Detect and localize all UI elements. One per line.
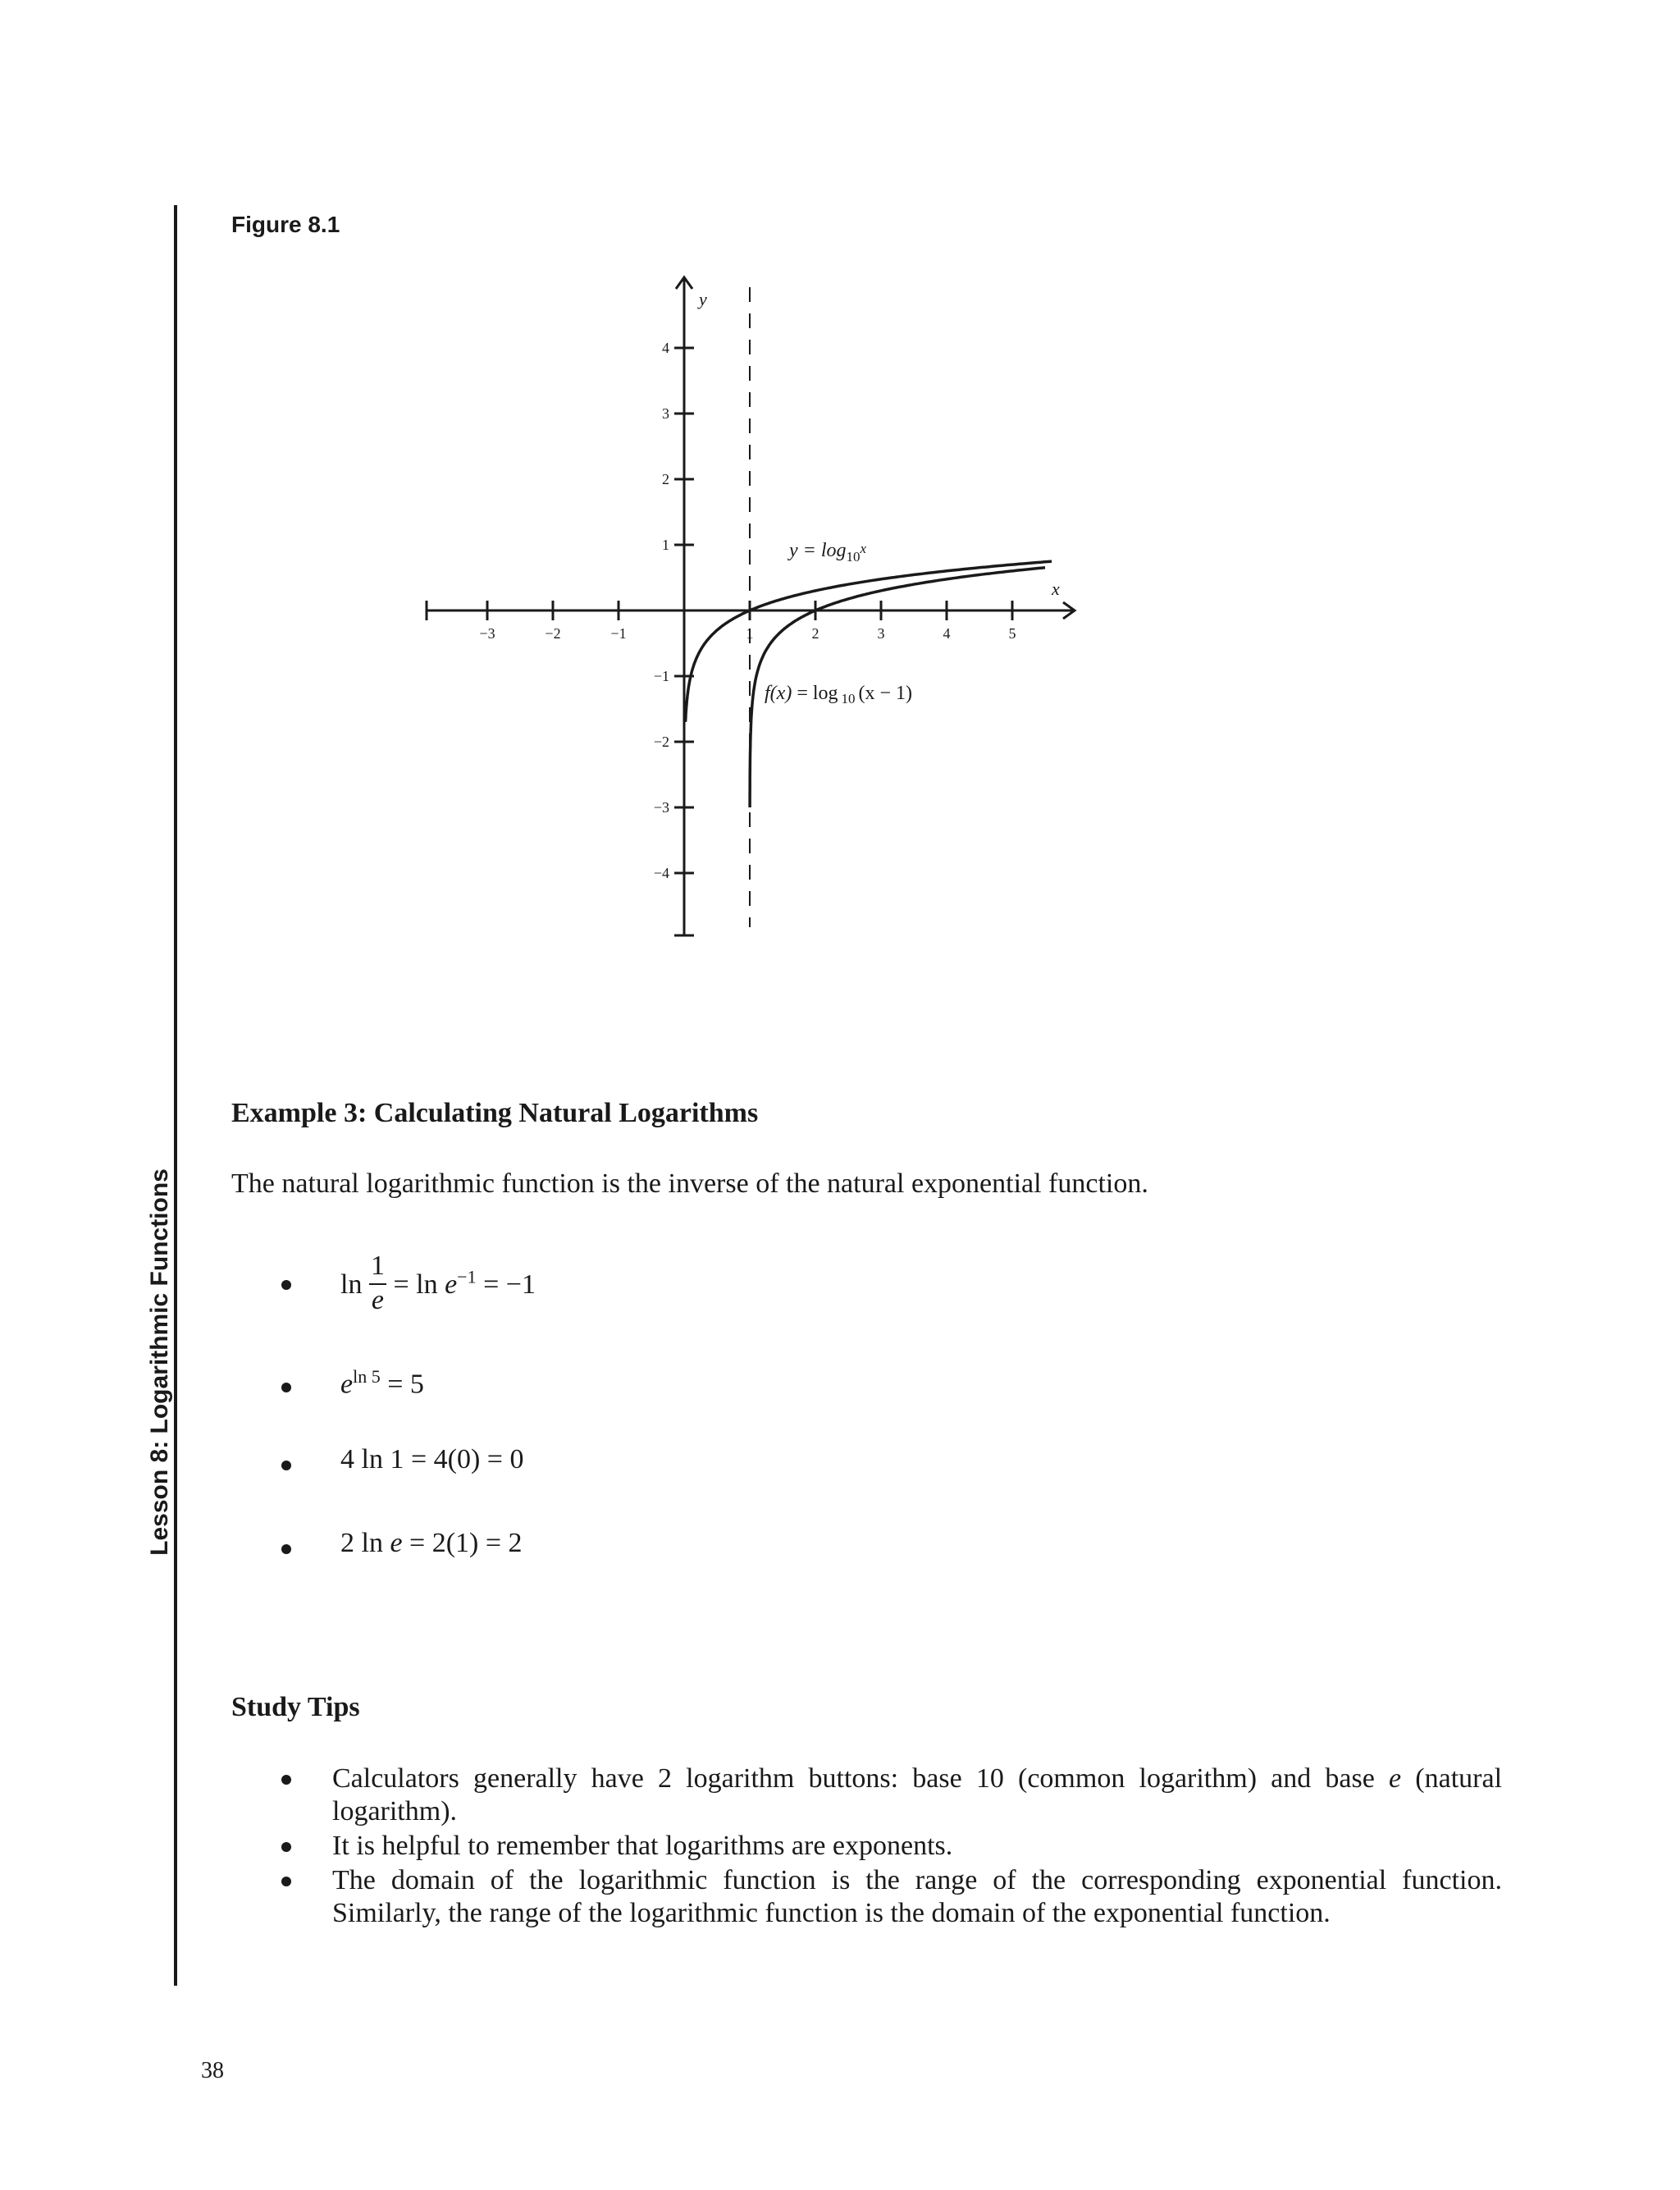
curve1-label-text: y = log <box>789 540 847 561</box>
tip-1-e: e <box>1389 1763 1402 1794</box>
x-axis-label: x <box>1052 578 1060 599</box>
eq1-denominator: e <box>371 1285 384 1315</box>
tip-1-pre: Calculators generally have 2 logarithm buttons: base 10 (common logarithm) and base <box>332 1763 1375 1794</box>
bullet <box>281 1461 291 1470</box>
eq2-e: e <box>340 1369 354 1400</box>
example-heading: Example 3: Calculating Natural Logarithms <box>231 1098 759 1128</box>
equation-4 <box>340 1528 523 1559</box>
figure-caption: Figure 8.1 <box>231 212 340 237</box>
tip-3-text: The domain of the logarithmic function is the range of the corresponding exponential function. Similarly, the range of the logarithmic function is the domain of the exponential function. <box>332 1865 1502 1928</box>
eq1-exponent: −1 <box>457 1266 477 1287</box>
y-axis-label: y <box>699 289 707 309</box>
x-tick-label: 2 <box>811 625 819 642</box>
x-tick-label: −1 <box>610 625 627 642</box>
y-tick-label: −2 <box>653 734 669 750</box>
eq1-e: e <box>445 1269 458 1300</box>
eq4-e: e <box>390 1528 403 1558</box>
bullet <box>281 1544 291 1554</box>
bullet <box>281 1280 291 1290</box>
tip-1-text <box>332 1763 1502 1828</box>
curve2-label-base: 10 <box>841 691 856 706</box>
y-tick-label: −3 <box>653 799 669 816</box>
eq1-mid: = ln <box>386 1269 445 1300</box>
eq2-exponent: ln 5 <box>353 1366 381 1387</box>
list-item <box>281 1864 1502 1930</box>
curve2-label-f: f(x) <box>765 683 792 704</box>
x-tick-label: −2 <box>545 625 561 642</box>
curve2-label-arg: (x − 1) <box>858 683 913 704</box>
x-tick-label: 1 <box>746 625 754 642</box>
x-tick-label: 3 <box>877 625 885 642</box>
y-tick-label: 2 <box>662 471 669 487</box>
y-tick-label: −1 <box>653 668 669 684</box>
sidebar-lesson-label: Lesson 8: Logarithmic Functions <box>146 1168 173 1556</box>
x-tick-label: 5 <box>1008 625 1016 642</box>
y-tick-label: −4 <box>653 865 669 881</box>
bullet <box>281 1383 291 1392</box>
equation-3: 4 ln 1 = 4(0) = 0 <box>340 1444 524 1474</box>
bullet <box>281 1877 291 1886</box>
study-tips-list <box>281 1763 1502 1932</box>
curve1-label-var: x <box>860 541 867 556</box>
example-intro: The natural logarithmic function is the inverse of the natural exponential function. <box>231 1168 1148 1199</box>
eq1-numerator: 1 <box>369 1252 386 1285</box>
eq4-pre: 2 ln <box>340 1528 390 1558</box>
eq2-result: = 5 <box>380 1369 424 1400</box>
y-tick-label: 1 <box>662 537 669 553</box>
eq1-result: = −1 <box>476 1269 536 1300</box>
x-tick-label: −3 <box>479 625 495 642</box>
eq1-ln: ln <box>340 1269 363 1300</box>
study-tips-heading: Study Tips <box>231 1692 360 1722</box>
list-item <box>281 1830 1502 1863</box>
page-number: 38 <box>201 2058 224 2083</box>
list-item <box>281 1763 1502 1828</box>
logarithm-graph <box>0 0 1680 985</box>
curve1-label-base: 10 <box>846 549 861 565</box>
y-tick-label: 4 <box>662 340 669 356</box>
tip-2-text: It is helpful to remember that logarithms are exponents. <box>332 1831 953 1861</box>
eq4-post: = 2(1) = 2 <box>402 1528 523 1558</box>
curve2-label-rest: = log <box>792 683 838 704</box>
eq1-fraction <box>369 1252 386 1314</box>
tip-1-post: (natural logarithm). <box>332 1763 1503 1827</box>
bullet <box>281 1775 291 1785</box>
equation-1 <box>340 1250 536 1318</box>
equation-2 <box>340 1366 424 1400</box>
bullet <box>281 1842 291 1852</box>
curve2-label <box>765 683 912 706</box>
curve1-label <box>788 540 867 565</box>
x-tick-label: 4 <box>943 625 951 642</box>
y-tick-label: 3 <box>662 405 669 422</box>
